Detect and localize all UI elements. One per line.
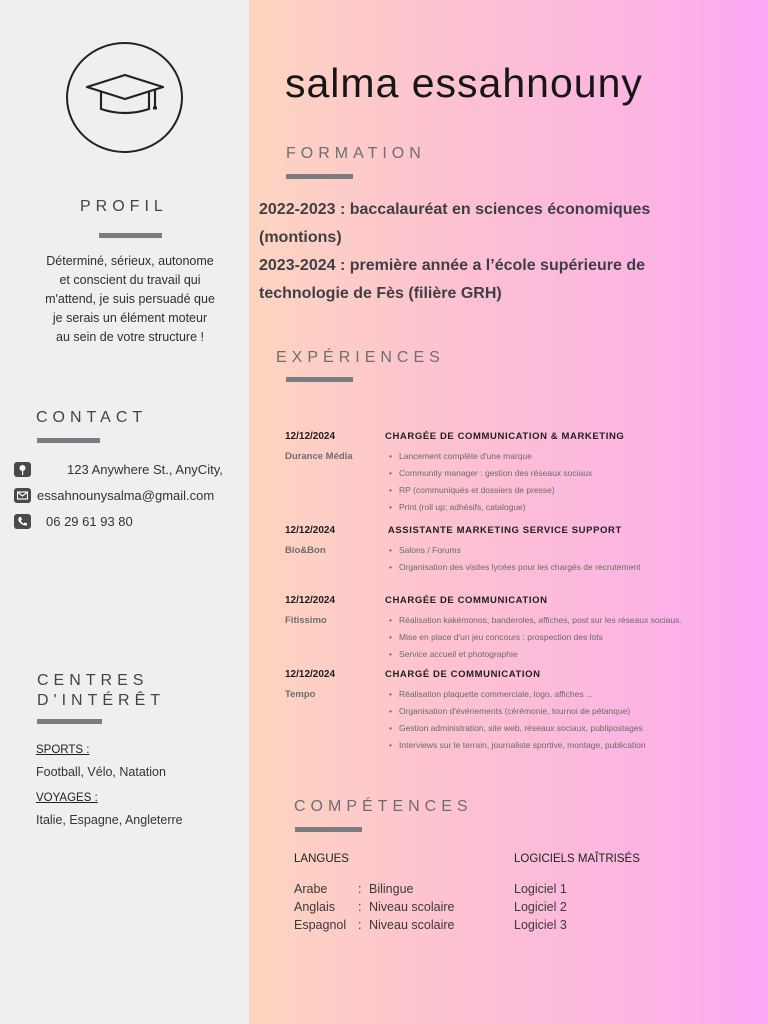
language-row (294, 918, 454, 932)
profile-line: m'attend, je suis persuadé que (45, 292, 215, 306)
experience-bullet: • Réalisation kakémonos, banderoles, affiches, post sur les réseaux sociaux. (399, 612, 739, 629)
formation-line: (montions) (259, 229, 342, 246)
experience-date: 12/12/2024 (285, 525, 336, 536)
contact-address (14, 462, 223, 477)
language-row (294, 900, 454, 914)
competences-divider (295, 827, 362, 832)
formation-line: 2022-2023 : baccalauréat en sciences économiques (259, 201, 651, 218)
experience-bullet: • RP (communiqués et dossiers de presse) (399, 482, 739, 499)
experience-bullet: • Community manager : gestion des réseaux sociaux (399, 465, 739, 482)
graduation-cap-logo (66, 42, 183, 153)
profile-heading: PROFIL (80, 198, 168, 215)
experience-company: Tempo (285, 689, 316, 700)
software-item: Logiciel 2 (514, 900, 567, 914)
sports-label: SPORTS : (36, 744, 90, 756)
experience-bullet: • Gestion administration, site web, réseaux sociaux, publipostages (399, 720, 739, 737)
experience-bullet: • Salons / Forums (399, 542, 739, 559)
experience-bullet: • Interviews sur le terrain, journaliste sportive, montage, publication (399, 737, 739, 754)
experience-bullet: • Service accueil et photographie (399, 646, 739, 663)
formation-line: technologie de Fès (filière GRH) (259, 285, 502, 302)
experience-date: 12/12/2024 (285, 595, 336, 606)
profile-line: au sein de votre structure ! (56, 330, 204, 344)
language-level: Niveau scolaire (369, 918, 455, 932)
travel-label: VOYAGES : (36, 792, 98, 804)
contact-phone[interactable] (14, 514, 133, 529)
profile-line: et conscient du travail qui (59, 273, 201, 287)
location-pin-icon (14, 462, 31, 477)
experience-title: CHARGÉ DE COMMUNICATION (385, 669, 541, 680)
profile-line: je serais un élément moteur (52, 311, 208, 325)
interests-heading-line1: CENTRES (37, 672, 149, 689)
experience-bullet: • Lancement complète d'une marque (399, 448, 739, 465)
experience-bullet: • Réalisation plaquette commerciale, logo, affiches ... (399, 686, 739, 703)
experience-date: 12/12/2024 (285, 431, 336, 442)
interests-divider (37, 719, 102, 724)
formation-line: 2023-2024 : première année a l’école supérieure de (259, 257, 645, 274)
envelope-icon (14, 488, 31, 503)
experiences-divider (286, 377, 353, 382)
language-row (294, 882, 413, 896)
software-heading: LOGICIELS MAÎTRISÉS (514, 853, 640, 865)
profile-line: Déterminé, sérieux, autonome (46, 254, 214, 268)
experience-bullet: • Organisation d'événements (cérémonie, tournoi de pétanque) (399, 703, 739, 720)
language-separator: : (358, 882, 362, 896)
experience-bullets (399, 542, 739, 576)
formation-heading: FORMATION (286, 145, 426, 162)
sidebar (0, 0, 249, 1024)
languages-heading: LANGUES (294, 853, 349, 865)
experience-bullets (399, 686, 739, 754)
experience-company: Fitissimo (285, 615, 327, 626)
language-separator: : (358, 900, 362, 914)
language-name: Espagnol (294, 918, 347, 932)
email-text[interactable]: essahnounysalma@gmail.com (37, 488, 215, 503)
experience-bullet: • Print (roll up; adhésifs, catalogue) (399, 499, 739, 516)
candidate-name: salma essahnouny (285, 60, 643, 106)
language-level: Niveau scolaire (369, 900, 455, 914)
experience-title: CHARGÉE DE COMMUNICATION & MARKETING (385, 431, 625, 442)
experience-bullet: • Mise en place d'un jeu concours : prospection des lots (399, 629, 739, 646)
experience-title: CHARGÉE DE COMMUNICATION (385, 595, 548, 606)
experience-bullet: • Organisation des visites lycées pour les chargés de recrutement (399, 559, 739, 576)
formation-text (259, 196, 729, 308)
contact-divider (37, 438, 100, 443)
software-item: Logiciel 3 (514, 918, 567, 932)
graduation-cap-icon (83, 71, 167, 127)
software-item: Logiciel 1 (514, 882, 567, 896)
experience-bullets (399, 612, 739, 663)
address-text: 123 Anywhere St., AnyCity, (67, 462, 223, 477)
phone-icon (14, 514, 31, 529)
experiences-heading: EXPÉRIENCES (276, 349, 445, 366)
sports-value: Football, Vélo, Natation (36, 765, 166, 779)
experience-title: ASSISTANTE MARKETING SERVICE SUPPORT (385, 525, 622, 536)
profile-divider (99, 233, 162, 238)
interests-heading-line2: D'INTÉRÊT (37, 692, 166, 709)
experience-company: Durance Média (285, 451, 353, 462)
travel-value: Italie, Espagne, Angleterre (36, 813, 183, 827)
language-level: Bilingue (369, 882, 414, 896)
language-name: Arabe (294, 882, 328, 896)
phone-text[interactable]: 06 29 61 93 80 (46, 514, 133, 529)
language-name: Anglais (294, 900, 335, 914)
experience-bullets (399, 448, 739, 516)
profile-text (30, 252, 230, 347)
formation-divider (286, 174, 353, 179)
experience-company: Bio&Bon (285, 545, 326, 556)
language-separator: : (358, 918, 362, 932)
contact-email[interactable] (14, 488, 214, 503)
experience-date: 12/12/2024 (285, 669, 336, 680)
contact-heading: CONTACT (36, 409, 148, 426)
competences-heading: COMPÉTENCES (294, 798, 473, 815)
